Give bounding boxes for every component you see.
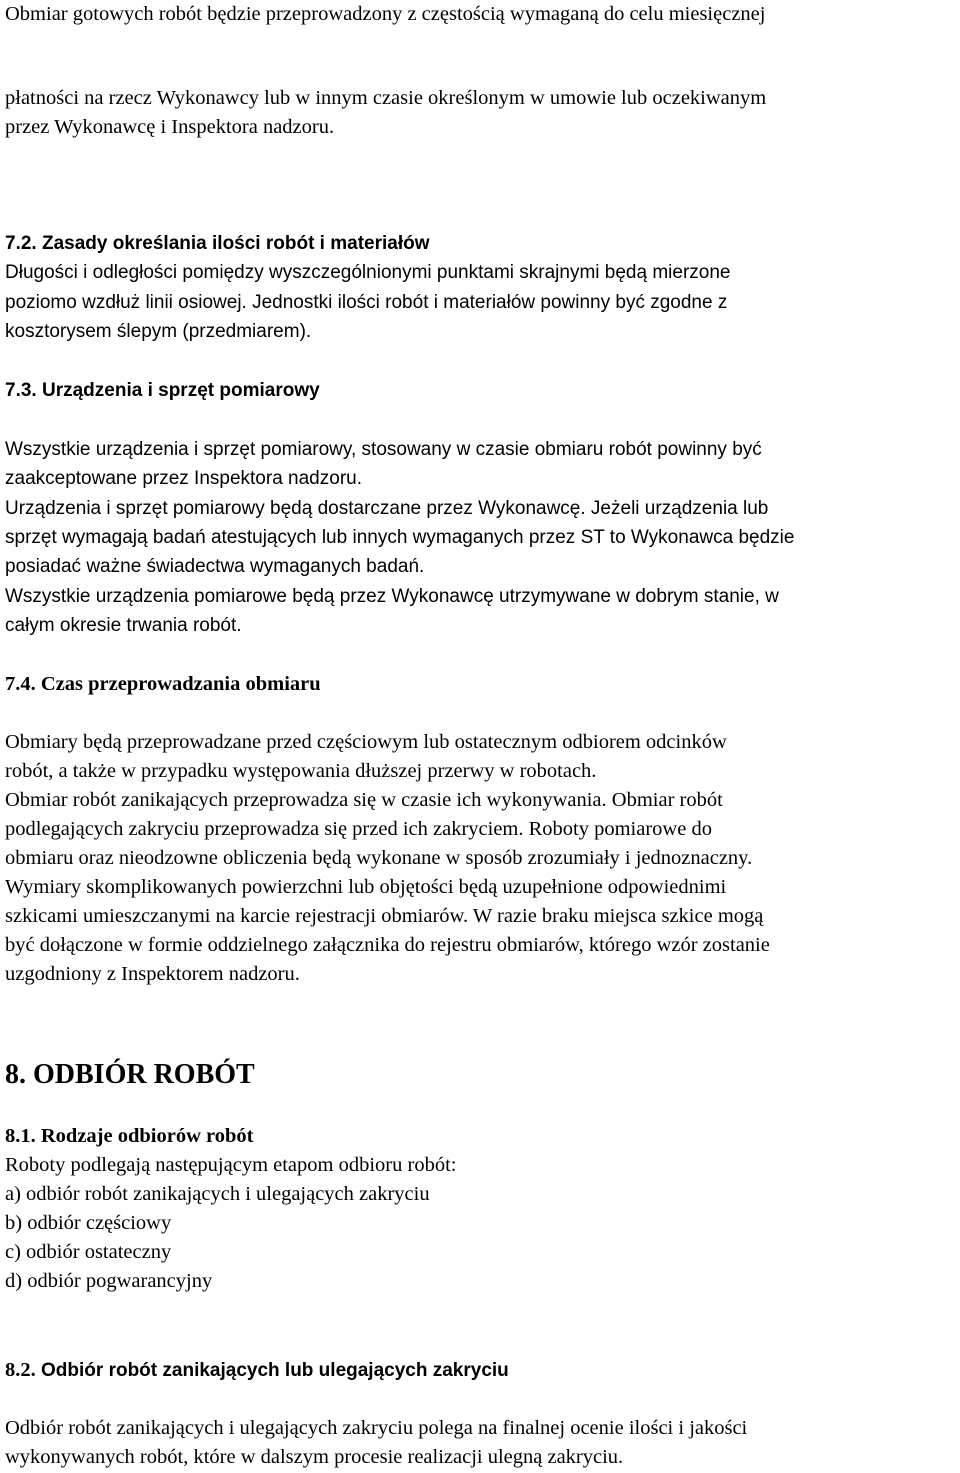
section-7-4-line-1: Obmiary będą przeprowadzane przed częściowym lub ostatecznym odbiorem odcinków: [5, 731, 727, 753]
section-7-2-line-3: kosztorysem ślepym (przedmiarem).: [5, 321, 312, 342]
section-7-4-line-2: robót, a także w przypadku występowania dłuższej przerwy w robotach.: [5, 760, 597, 782]
section-7-4-heading: 7.4. Czas przeprowadzania obmiaru: [5, 673, 321, 695]
section-8-1-item-b: b) odbiór częściowy: [5, 1212, 172, 1234]
section-7-2-line-1: Długości i odległości pomiędzy wyszczególnionymi punktami skrajnymi będą mierzone: [5, 262, 731, 283]
section-7-3-heading-num: 7.3.: [5, 380, 37, 401]
section-8-2-heading-num: 8.2.: [5, 1359, 36, 1381]
intro-line-3: przez Wykonawcę i Inspektora nadzoru.: [5, 116, 335, 138]
section-7-4-line-7: szkicami umieszczanymi na karcie rejestracji obmiarów. W razie braku miejsca szkice mogą: [5, 905, 764, 927]
section-7-4-line-6: Wymiary skomplikowanych powierzchni lub objętości będą uzupełnione odpowiednimi: [5, 876, 727, 898]
section-8-1-heading: 8.1. Rodzaje odbiorów robót: [5, 1125, 254, 1147]
section-7-3-heading: [5, 376, 320, 406]
section-7-3-line-5: posiadać ważne świadectwa wymaganych badań.: [5, 556, 425, 577]
section-8-2-line-1: Odbiór robót zanikających i ulegających zakryciu polega na finalnej ocenie ilości i jakości: [5, 1417, 748, 1439]
intro-line-2: płatności na rzecz Wykonawcy lub w innym czasie określonym w umowie lub oczekiwanym: [5, 87, 767, 109]
section-7-2-heading: 7.2. Zasady określania ilości robót i materiałów: [5, 233, 430, 254]
section-8-1-item-a: a) odbiór robót zanikających i ulegających zakryciu: [5, 1183, 430, 1205]
section-7-3-heading-text: Urządzenia i sprzęt pomiarowy: [36, 380, 320, 401]
section-7-4-line-5: obmiaru oraz nieodzowne obliczenia będą wykonane w sposób zrozumiały i jednoznaczny.: [5, 847, 753, 869]
section-8-1-item-d: d) odbiór pogwarancyjny: [5, 1270, 213, 1292]
section-7-3-line-7: całym okresie trwania robót.: [5, 615, 242, 636]
section-7-4-line-8: być dołączone w formie oddzielnego załącznika do rejestru obmiarów, którego wzór zostanie: [5, 934, 770, 956]
section-7-3-line-1: Wszystkie urządzenia i sprzęt pomiarowy, stosowany w czasie obmiaru robót powinny być: [5, 439, 762, 460]
section-8-2-heading: [5, 1356, 509, 1386]
section-7-3-line-4: sprzęt wymagają badań atestujących lub innych wymaganych przez ST to Wykonawca będzie: [5, 527, 795, 548]
intro-line-1: Obmiar gotowych robót będzie przeprowadzony z częstością wymaganą do celu miesięcznej: [5, 3, 766, 25]
section-8-2-line-2: wykonywanych robót, które w dalszym procesie realizacji ulegną zakryciu.: [5, 1446, 624, 1468]
section-7-3-line-2: zaakceptowane przez Inspektora nadzoru.: [5, 468, 362, 489]
section-7-3-line-3: Urządzenia i sprzęt pomiarowy będą dostarczane przez Wykonawcę. Jeżeli urządzenia lub: [5, 498, 769, 519]
section-7-3-line-6: Wszystkie urządzenia pomiarowe będą przez Wykonawcę utrzymywane w dobrym stanie, w: [5, 586, 779, 607]
section-8-heading: 8. ODBIÓR ROBÓT: [5, 1059, 255, 1090]
section-8-2-heading-text: Odbiór robót zanikających lub ulegających zakryciu: [35, 1360, 509, 1381]
section-7-2-line-2: [5, 288, 727, 318]
section-8-1-item-c: c) odbiór ostateczny: [5, 1241, 172, 1263]
section-7-4-line-4: podlegających zakryciu przeprowadza się przed ich zakryciem. Roboty pomiarowe do: [5, 818, 712, 840]
section-8-1-intro: Roboty podlegają następującym etapom odbioru robót:: [5, 1154, 457, 1176]
section-7-4-line-9: uzgodniony z Inspektorem nadzoru.: [5, 963, 300, 985]
section-7-2-line-2b: Jednostki ilości robót i materiałów powinny być zgodne z: [246, 292, 728, 313]
section-7-4-line-3: Obmiar robót zanikających przeprowadza się w czasie ich wykonywania. Obmiar robót: [5, 789, 723, 811]
section-7-2-line-2a: poziomo wzdłuż linii osiowej.: [5, 292, 247, 313]
